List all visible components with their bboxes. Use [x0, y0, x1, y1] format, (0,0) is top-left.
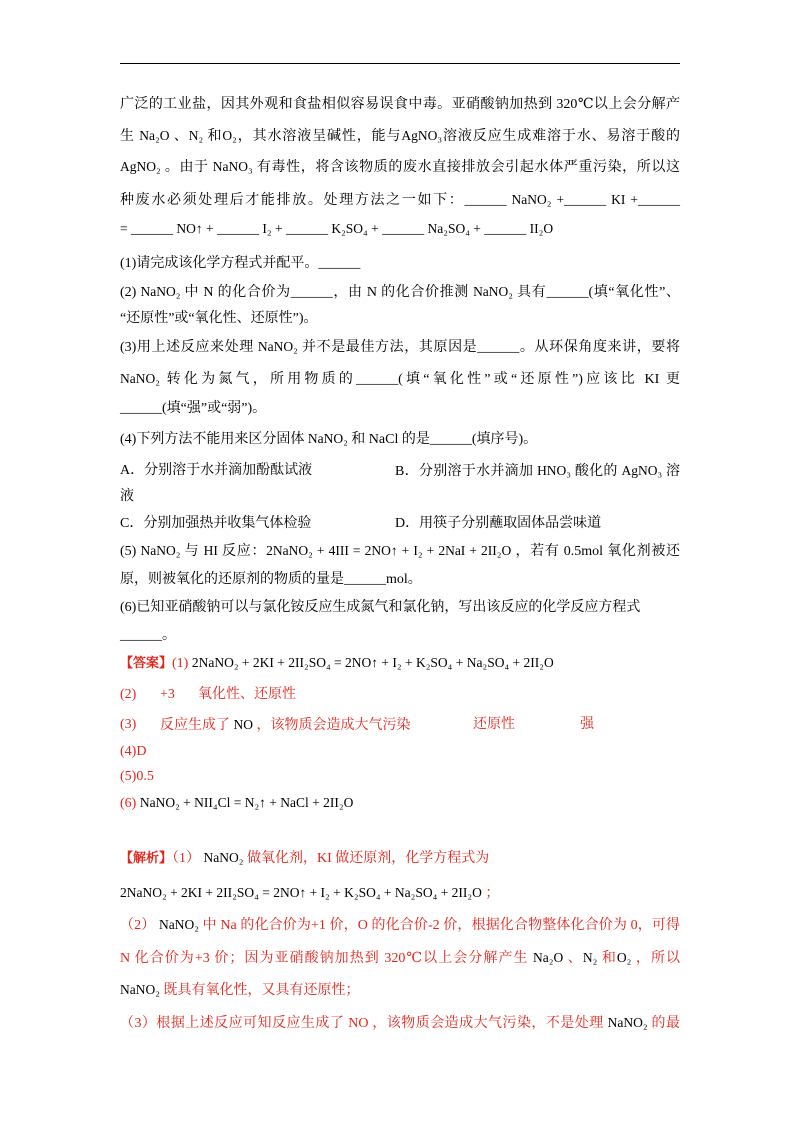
answer-value: [160, 685, 175, 705]
fill-in-blank: ______: [318, 256, 361, 271]
text-run: “还原性”或“氧化性、还原性”)。: [120, 311, 318, 326]
question-line: [120, 190, 680, 210]
red-text-run: 强: [580, 717, 594, 732]
chemical-formula: HNO₃: [537, 463, 572, 478]
sub-question-3: [120, 337, 680, 357]
analysis-line: [120, 948, 680, 968]
answer-value: [473, 715, 515, 735]
chemical-formula: NaNO₂: [140, 543, 181, 558]
red-text-run: ；: [481, 886, 500, 901]
text-run: (填“强”或“弱”)。: [162, 401, 267, 416]
text-run: 液: [120, 489, 134, 504]
red-text-run: （2）: [120, 918, 160, 933]
chemical-formula: NaNO₂: [120, 371, 160, 386]
text-run: (4)下列方法不能用来区分固体: [120, 432, 308, 447]
red-text-run: 中 Na 的化合价为+1 价，O 的化合价-2 价，根据化合物整体化合价为 0，可得: [198, 918, 681, 933]
chemical-formula: NaNO₂: [257, 339, 298, 354]
red-text-run: N 化合价为+3 价；因为亚硝酸钠加热到 320℃以上会分解产生: [120, 951, 534, 966]
text-run: B．分别溶于水并滴加: [395, 464, 538, 479]
chemical-formula: 2NaNO₂ + 2KI + 2II₂SO₄ = 2NO↑ + I₂ + K₂SO₄ + Na₂SO₄ + 2II₂O: [120, 885, 482, 900]
fill-in-blank: ______: [464, 193, 507, 208]
chemical-formula: AgNO₃: [621, 463, 663, 478]
text-run: (2): [120, 285, 141, 300]
sub-question-2: [120, 282, 680, 302]
red-text-run: (5)0.5: [120, 769, 154, 784]
text-run: (1)请完成该化学方程式并配平。: [120, 256, 319, 271]
chemical-formula: HI: [203, 543, 218, 558]
answer-number: [120, 685, 136, 705]
option-c: [120, 514, 311, 534]
chemical-formula: AgNO₃: [401, 128, 443, 143]
question-line: [120, 126, 680, 146]
red-text-run: (3): [120, 717, 137, 732]
chemical-formula: Na₂O: [139, 128, 170, 143]
sub-question-2-cont: [120, 309, 318, 329]
fill-in-blank: ______: [290, 285, 333, 300]
fill-in-blank: ______: [344, 572, 386, 587]
chemical-formula: NaNO₂: [140, 284, 181, 299]
answer-line: [120, 653, 554, 673]
section-label: 【解析】: [120, 850, 173, 865]
text-run: 和 NaCl 的是: [347, 432, 430, 447]
sub-question-4: [120, 429, 537, 449]
answer-value: [198, 685, 296, 705]
red-text-run: 既具有氧化性，又具有还原性；: [159, 983, 360, 998]
red-text-run: (4)D: [120, 744, 147, 759]
red-text-run: (6): [120, 796, 140, 811]
answer-value: [160, 715, 411, 735]
text-run: 。从环保角度来讲，要将: [519, 340, 680, 355]
text-run: 和: [203, 129, 223, 144]
text-run: ，由 N 的化合价推测: [332, 285, 474, 300]
text-run: (5): [120, 544, 141, 559]
text-run: 广泛的工业盐，因其外观和食盐相似容易误食中毒。亚硝酸钠加热到 320℃以上会分解产: [120, 97, 680, 112]
answer-line: [120, 742, 146, 762]
option-b-cont: [120, 487, 134, 507]
red-text-run: （3）根据上述反应可知反应生成了 NO ，该物质会造成大气污染，不是处理: [120, 1016, 608, 1031]
option-d: [395, 514, 601, 534]
answer-value: [580, 715, 594, 735]
red-text-run: 的最: [647, 1016, 680, 1031]
chemical-formula: NO↑ +: [173, 221, 217, 236]
text-run: 转化为氮气，所用物质的: [159, 372, 357, 387]
text-run: A．分别溶于水并滴加酚酞试液: [120, 463, 313, 478]
fill-in-blank: ______: [429, 432, 472, 447]
chemical-formula: NaNO₂: [473, 284, 514, 299]
sub-question-6: [120, 598, 640, 618]
chemical-formula: Na₂SO₄ +: [424, 221, 485, 236]
sub-question-5-cont: [120, 570, 422, 590]
red-text-run: （1）: [172, 851, 204, 866]
text-run: 。: [162, 628, 176, 643]
red-text-run: +3: [160, 687, 175, 702]
red-text-run: (1): [172, 656, 192, 671]
fill-in-blank: ______: [285, 222, 328, 237]
fill-in-blank: ______: [356, 372, 399, 387]
sub-question-3-cont: [120, 399, 266, 419]
chemical-formula: O₂: [222, 128, 237, 143]
chemical-formula: K₂SO₄ +: [327, 221, 383, 236]
text-run: (3)用上述反应来处理: [120, 340, 258, 355]
option-b: [395, 461, 680, 481]
text-run: ，其水溶液呈碱性，能与: [236, 129, 402, 144]
red-text-run: 反应生成了: [160, 718, 234, 733]
analysis-line: [120, 915, 680, 935]
sub-question-1: [120, 254, 360, 274]
chemical-formula: NaNO₂ +: [506, 192, 565, 207]
fill-in-blank: ______: [546, 285, 589, 300]
answer-number: [120, 715, 136, 735]
text-run: ，若有 0.5mol 氧化剂被还: [511, 544, 681, 559]
red-text-run: 还原性: [473, 717, 515, 732]
text-run: 、: [169, 129, 189, 144]
chemical-formula: =: [120, 221, 131, 236]
text-run: 反应：: [217, 544, 267, 559]
fill-in-blank: ______: [564, 193, 607, 208]
red-text-run: ，该物质会造成大气污染: [253, 718, 411, 733]
question-line: [120, 157, 680, 177]
chemical-formula: NaNO₂ + NII₄Cl = N₂↑ + NaCl + 2II₂O: [139, 795, 354, 810]
chemical-formula: O₂: [616, 950, 632, 965]
text-run: mol。: [386, 572, 422, 587]
text-run: 原，则被氧化的还原剂的物质的量是: [120, 572, 344, 587]
fill-in-blank: ______: [484, 222, 527, 237]
chemical-formula: N₂: [188, 128, 204, 143]
fill-in-blank: ______: [477, 340, 520, 355]
red-text-run: 和: [597, 951, 617, 966]
chemical-formula: NO: [233, 717, 253, 732]
sub-question-5: [120, 541, 680, 561]
red-text-run: 、: [563, 951, 583, 966]
fill-in-blank: ______: [120, 628, 162, 643]
text-run: 并不是最佳方法，其原因是: [297, 340, 478, 355]
analysis-equation: [120, 883, 499, 903]
fill-in-blank: ______: [131, 222, 173, 237]
sub-question-3-cont: [120, 369, 680, 389]
chemical-formula: N₂: [582, 950, 598, 965]
text-run: (6)已知亚硝酸钠可以与氯化铵反应生成氮气和氯化钠，写出该反应的化学反应方程式: [120, 600, 641, 615]
text-run: C．分别加强热并收集气体检验: [120, 516, 312, 531]
analysis-line: [120, 848, 489, 868]
text-run: (填“氧化性”、: [588, 285, 680, 300]
question-line: [120, 95, 680, 115]
chemical-formula: II₂O: [526, 221, 554, 236]
fill-in-blank: ______: [120, 401, 162, 416]
chemical-formula: NaNO₂: [120, 982, 160, 997]
red-text-run: 做氧化剂，KI 做还原剂，化学方程式为: [243, 851, 490, 866]
analysis-line: [120, 980, 359, 1000]
answer-line: [120, 793, 353, 813]
text-run: 生: [120, 129, 140, 144]
chemical-formula: AgNO₂: [120, 159, 161, 174]
equation-to-balance: [120, 219, 553, 239]
chemical-formula: 2NaNO₂ + 4III = 2NO↑ + I₂ + 2NaI + 2II₂O: [266, 543, 512, 558]
section-label: 【答案】: [120, 655, 173, 670]
sub-question-6-cont: [120, 626, 176, 646]
red-text-run: (2): [120, 687, 137, 702]
text-run: 溶液反应生成难溶于水、易溶于酸的: [442, 129, 681, 144]
chemical-formula: NaNO₂: [607, 1015, 648, 1030]
fill-in-blank: ______: [217, 222, 259, 237]
text-run: 酸化的: [571, 464, 622, 479]
text-run: (填序号)。: [471, 432, 538, 447]
red-text-run: 氧化性、还原性: [198, 687, 296, 702]
chemical-formula: Na₂O: [533, 950, 564, 965]
answer-line: [120, 767, 154, 787]
chemical-formula: NaNO₂: [203, 850, 244, 865]
chemical-formula: NaNO₂: [307, 431, 348, 446]
text-run: 中 N 的化合价为: [180, 285, 291, 300]
fill-in-blank: ______: [638, 193, 681, 208]
text-run: D．用筷子分别蘸取固体品尝味道: [395, 516, 602, 531]
analysis-line: [120, 1013, 680, 1033]
chemical-formula: KI +: [606, 192, 639, 207]
chemical-formula: NaNO₂: [159, 917, 199, 932]
header-rule: [120, 63, 680, 64]
text-run: 溶: [662, 464, 681, 479]
chemical-formula: 2NaNO₂ + 2KI + 2II₂SO₄ = 2NO↑ + I₂ + K₂SO₄ + Na₂SO₄ + 2II₂O: [191, 655, 554, 670]
text-run: 有毒性，将含该物质的废水直接排放会引起水体严重污染，所以这: [252, 160, 681, 175]
red-text-run: ，所以: [631, 951, 681, 966]
text-run: (填“氧化性”或“还原性”)应该比 KI 更: [398, 372, 681, 387]
text-run: 具有: [513, 285, 547, 300]
chemical-formula: NaNO₃: [212, 159, 253, 174]
option-a: [120, 461, 312, 481]
text-run: 。由于: [160, 160, 213, 175]
fill-in-blank: ______: [382, 222, 425, 237]
chemical-formula: I₂ +: [259, 221, 286, 236]
text-run: 种废水必须处理后才能排放。处理方法之一如下：: [120, 193, 465, 208]
text-run: 与: [180, 544, 204, 559]
